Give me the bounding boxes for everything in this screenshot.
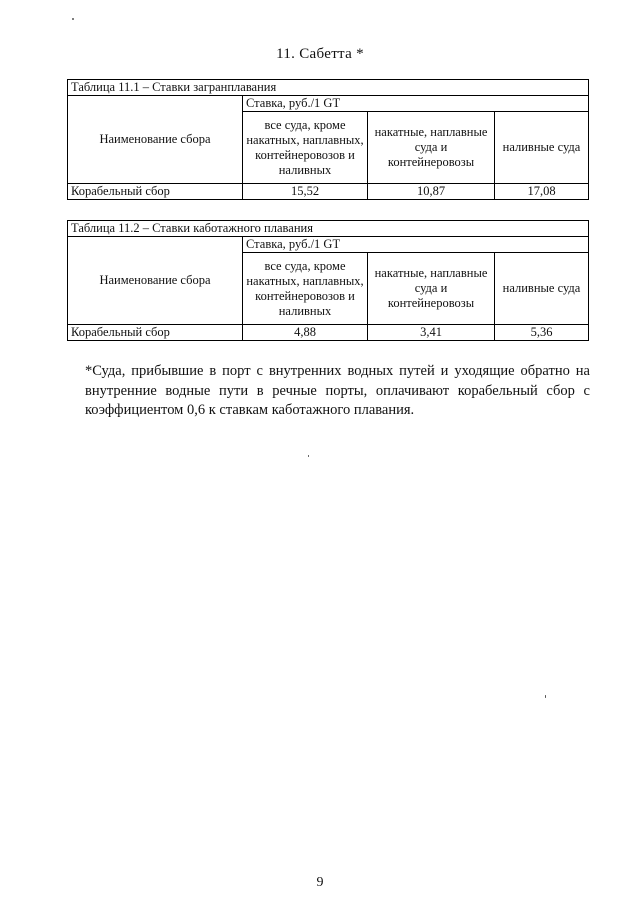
table-foreign-rates <box>67 79 589 200</box>
scan-speck <box>72 18 74 20</box>
table-coastal-rates <box>67 220 589 341</box>
fee-name-header: Наименование сбора <box>68 96 243 184</box>
table-caption: Таблица 11.1 – Ставки загранплавания <box>68 80 589 96</box>
footnote: *Суда, прибывшие в порт с внутренних водных путей и уходящие обратно на внутренние водные пути в речные порты, оплачивают корабельный сбор с коэффициентом 0,6 к ставкам каботажного плавания. <box>85 363 590 418</box>
row-label: Корабельный сбор <box>68 184 243 200</box>
rate-header: Ставка, руб./1 GT <box>243 237 589 253</box>
rate-value: 5,36 <box>495 325 589 341</box>
table-caption: Таблица 11.2 – Ставки каботажного плавания <box>68 221 589 237</box>
scan-speck <box>545 695 546 698</box>
column-header: наливные суда <box>495 112 589 184</box>
column-header: накатные, наплавные суда и контейнеровозы <box>368 253 495 325</box>
column-header: все суда, кроме накатных, наплавных, контейнеровозов и наливных <box>243 253 368 325</box>
column-header: накатные, наплавные суда и контейнеровозы <box>368 112 495 184</box>
column-header: все суда, кроме накатных, наплавных, контейнеровозов и наливных <box>243 112 368 184</box>
rate-value: 10,87 <box>368 184 495 200</box>
page-number: 9 <box>316 875 324 890</box>
scan-speck <box>308 455 309 457</box>
rate-value: 3,41 <box>368 325 495 341</box>
rate-value: 4,88 <box>243 325 368 341</box>
rate-value: 17,08 <box>495 184 589 200</box>
row-label: Корабельный сбор <box>68 325 243 341</box>
section-heading: 11. Сабетта * <box>276 46 364 62</box>
fee-name-header: Наименование сбора <box>68 237 243 325</box>
rate-header: Ставка, руб./1 GT <box>243 96 589 112</box>
rate-value: 15,52 <box>243 184 368 200</box>
column-header: наливные суда <box>495 253 589 325</box>
